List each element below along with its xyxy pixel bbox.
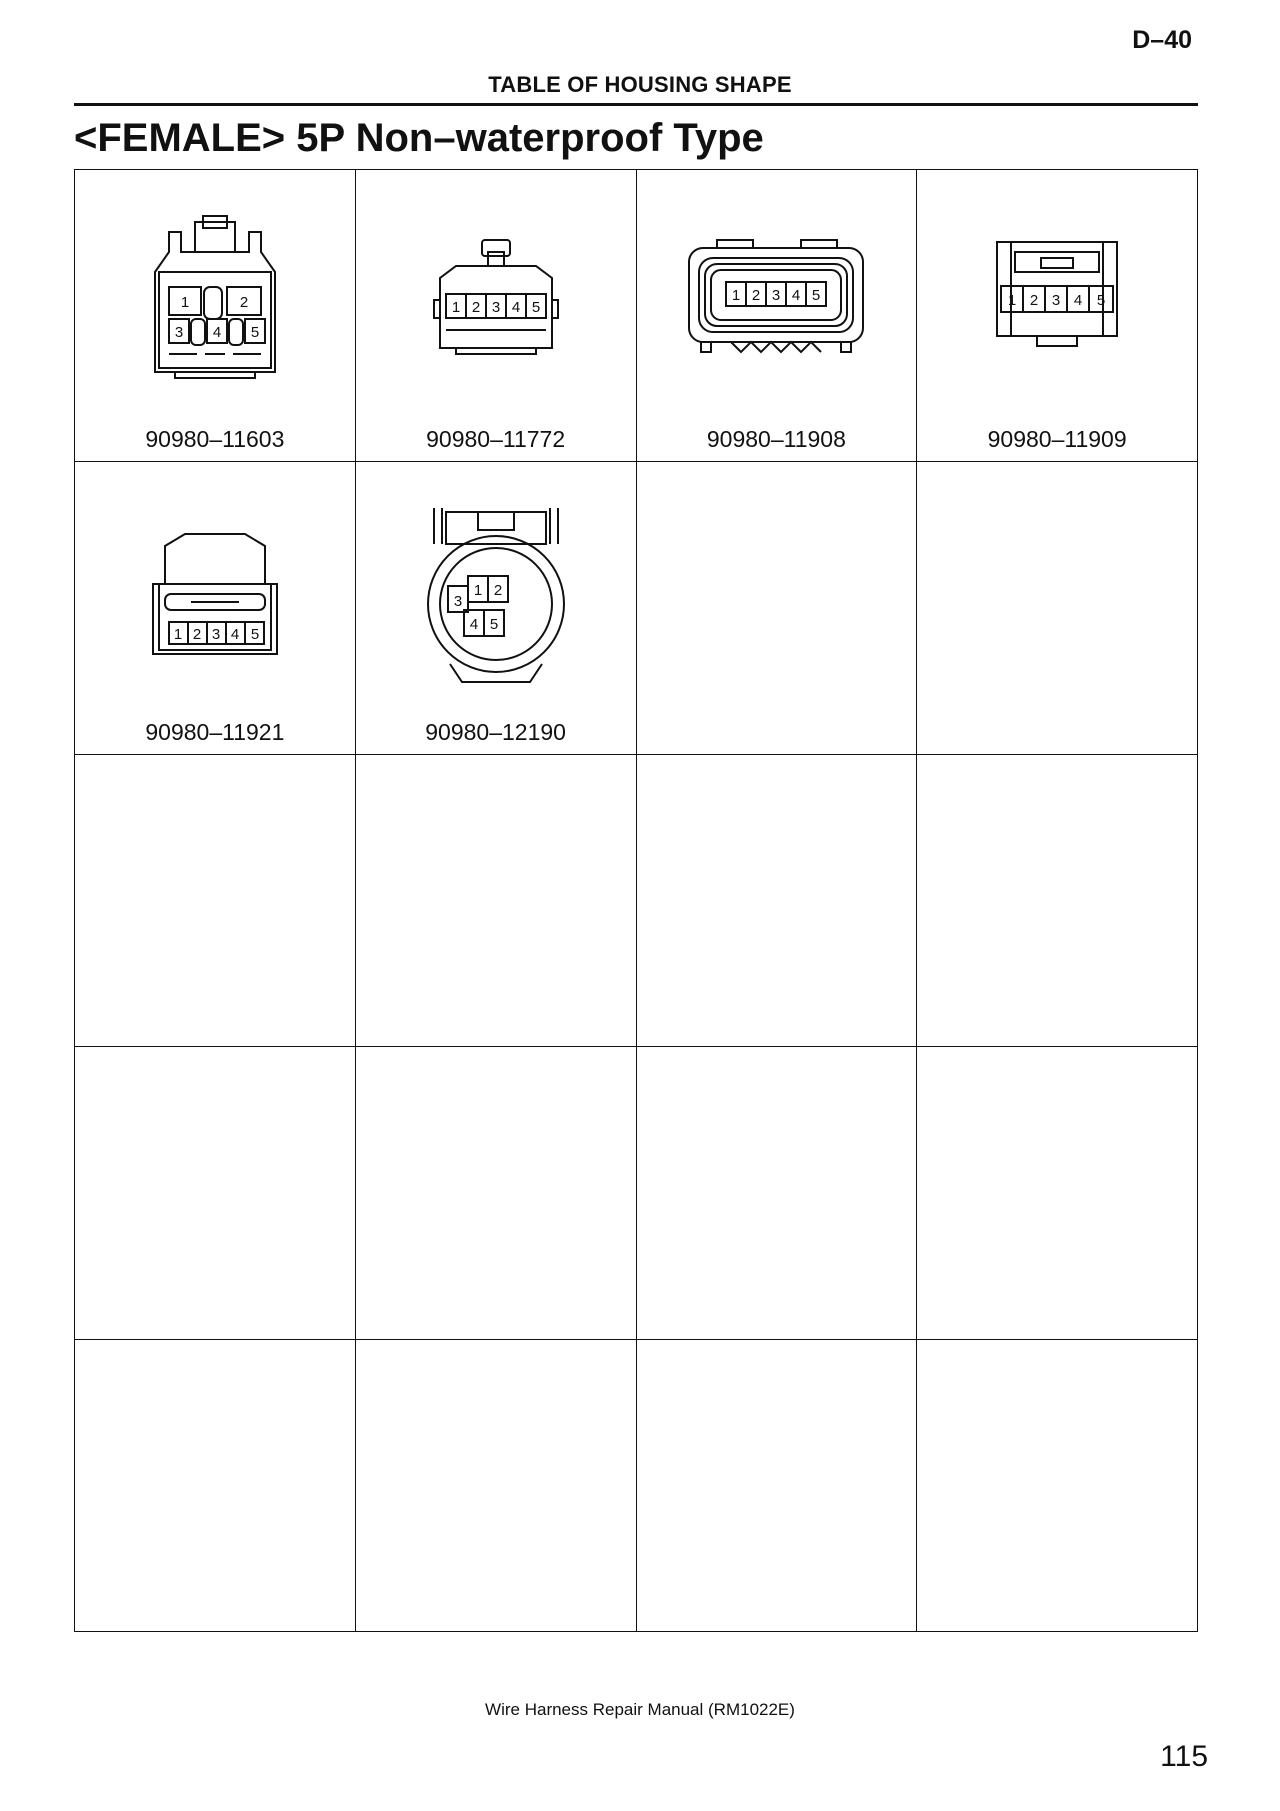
pin-label: 2	[471, 299, 480, 316]
empty-cell	[356, 1047, 637, 1339]
empty-cell	[637, 1047, 918, 1339]
connector-housing-icon	[681, 212, 871, 382]
connector-cell	[356, 170, 637, 462]
empty-cell	[637, 1340, 918, 1632]
part-number: 90980–11772	[426, 426, 566, 453]
pin-label: 3	[174, 324, 184, 341]
pin-label: 1	[180, 294, 190, 311]
section-title: TABLE OF HOUSING SHAPE	[488, 72, 792, 97]
pin-label: 4	[469, 616, 478, 634]
empty-cell	[917, 1340, 1198, 1632]
empty-cell	[917, 1047, 1198, 1339]
pin-label: 2	[239, 294, 249, 311]
pin-label: 3	[453, 593, 462, 611]
pin-label: 1	[473, 582, 482, 600]
pin-label: 4	[230, 626, 240, 644]
empty-cell	[75, 1340, 356, 1632]
pin-label: 1	[451, 299, 460, 316]
pin-label: 1	[732, 287, 741, 304]
pin-label: 5	[1096, 292, 1106, 309]
pin-label: 3	[772, 287, 781, 304]
pin-label: 5	[250, 626, 260, 644]
pin-label: 2	[752, 287, 761, 304]
pin-label: 1	[173, 626, 183, 644]
part-number: 90980–11909	[987, 426, 1127, 453]
connector-housing-icon	[145, 212, 285, 382]
part-number: 90980–11603	[145, 426, 285, 453]
part-number: 90980–11908	[706, 426, 846, 453]
connector-housing-icon	[145, 504, 285, 674]
pin-label: 5	[531, 299, 540, 316]
pin-label: 5	[250, 324, 260, 341]
page-code: D–40	[1132, 26, 1192, 54]
empty-cell	[75, 1047, 356, 1339]
empty-cell	[637, 462, 918, 754]
part-number: 90980–11921	[145, 718, 285, 745]
header-rule	[74, 103, 1198, 106]
housing-table	[74, 169, 1198, 1632]
pin-label: 2	[1029, 292, 1039, 309]
pin-label: 1	[1007, 292, 1017, 309]
connector-housing-icon	[416, 504, 576, 704]
empty-cell	[356, 1340, 637, 1632]
connector-cell	[75, 170, 356, 462]
connector-cell	[75, 462, 356, 754]
pin-label: 2	[192, 626, 202, 644]
connector-cell	[637, 170, 918, 462]
pin-label: 3	[491, 299, 500, 316]
connector-housing-icon	[987, 212, 1127, 382]
pin-label: 4	[792, 287, 801, 304]
pin-label: 4	[1073, 292, 1083, 309]
connector-housing-icon	[426, 212, 566, 382]
part-number: 90980–12190	[425, 718, 566, 745]
pin-label: 4	[212, 324, 222, 341]
pin-label: 3	[211, 626, 221, 644]
empty-cell	[75, 755, 356, 1047]
pin-label: 5	[489, 616, 498, 634]
footer-manual-title: Wire Harness Repair Manual (RM1022E)	[485, 1700, 795, 1719]
pin-label: 3	[1051, 292, 1061, 309]
pin-label: 2	[493, 582, 502, 600]
pin-label: 4	[511, 299, 520, 316]
page-title: <FEMALE> 5P Non–waterproof Type	[74, 116, 764, 160]
connector-cell	[917, 170, 1198, 462]
empty-cell	[356, 755, 637, 1047]
page-number: 115	[1160, 1740, 1208, 1773]
connector-cell	[356, 462, 637, 754]
pin-label: 5	[812, 287, 821, 304]
empty-cell	[917, 755, 1198, 1047]
empty-cell	[917, 462, 1198, 754]
empty-cell	[637, 755, 918, 1047]
